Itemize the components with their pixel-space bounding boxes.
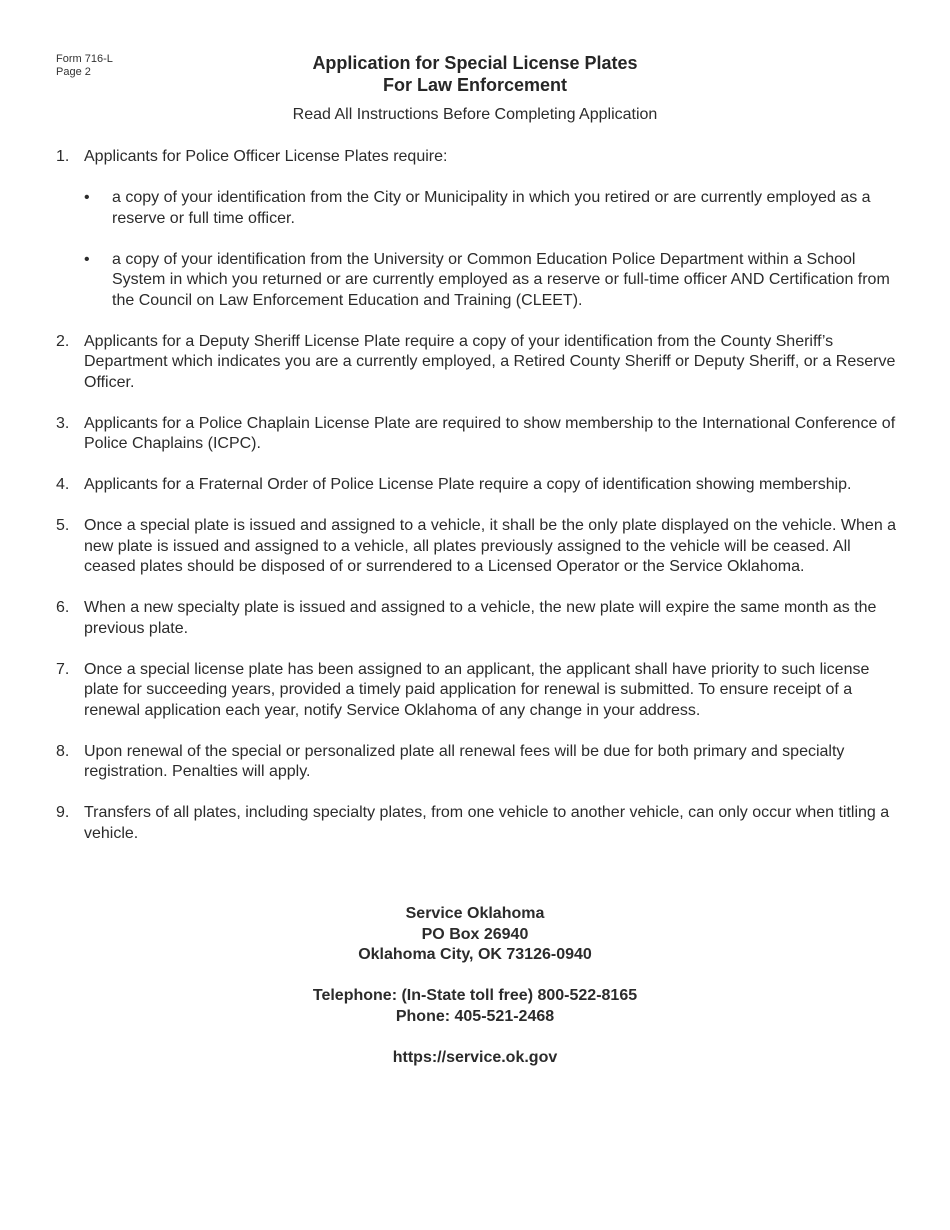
item-text: Applicants for Police Officer License Plates require: <box>84 148 448 165</box>
bullet-icon: • <box>84 250 90 268</box>
item-text: When a new specialty plate is issued and assigned to a vehicle, the new plate will expire the same month as the previous plate. <box>84 599 877 637</box>
contact-website: https://service.ok.gov <box>392 1048 558 1066</box>
instruction-item <box>56 660 901 722</box>
item-number: 9. <box>56 804 70 821</box>
instruction-item <box>56 475 901 496</box>
bullet-text: a copy of your identification from the University or Common Education Police Department within a School System in which you returned or are currently employed as a reserve or full-time officer AND Certification from the Council on Law Enforcement Education and Training (CLEET). <box>112 250 890 309</box>
bullet-icon: • <box>84 189 90 206</box>
contact-phone: Phone: 405-521-2468 <box>395 1007 555 1025</box>
bullet-item <box>84 250 901 312</box>
item-number: 7. <box>56 660 70 678</box>
item-text: Once a special plate is issued and assigned to a vehicle, it shall be the only plate displayed on the vehicle. When a new plate is issued and assigned to a vehicle, all plates previously assigned to the vehicle will be ceased. All ceased plates should be disposed of or surrendered to a Licensed Operator or the Service Oklahoma. <box>84 517 897 575</box>
contact-org: Service Oklahoma <box>405 905 545 922</box>
contact-city: Oklahoma City, OK 73126-0940 <box>358 946 592 963</box>
item-text: Applicants for a Fraternal Order of Police License Plate require a copy of identification showing membership. <box>84 476 852 493</box>
item-number: 1. <box>56 148 70 165</box>
item-number: 5. <box>56 517 70 534</box>
contact-po-box: PO Box 26940 <box>421 925 529 943</box>
instruction-item <box>56 147 901 311</box>
bullet-text: a copy of your identification from the City or Municipality in which you retired or are currently employed as a reserve or full time officer. <box>112 189 871 227</box>
item-text: Once a special license plate has been assigned to an applicant, the applicant shall have priority to such license plate for succeeding years, provided a timely paid application for renewal is submitted. To ensure receipt of a renewal application each year, notify Service Oklahoma of any change in your address. <box>84 660 870 719</box>
title-line-2: For Law Enforcement <box>382 75 568 95</box>
instruction-item <box>56 332 901 394</box>
instruction-item <box>56 414 901 455</box>
item-number: 6. <box>56 599 70 616</box>
form-number: Form 716-L <box>56 53 113 65</box>
instructions-list <box>56 147 901 865</box>
instruction-item <box>56 742 901 783</box>
page-number: Page 2 <box>56 66 91 78</box>
document-header <box>0 52 950 125</box>
page-subtitle: Read All Instructions Before Completing Application <box>292 106 658 123</box>
item-text: Applicants for a Deputy Sheriff License Plate require a copy of your identification from the County Sheriff’s Department which indicates you are a currently employed, a Retired County Sheriff or Deputy Sheriff, or a Reserve Officer. <box>84 332 896 391</box>
item-number: 3. <box>56 414 70 432</box>
item-text: Upon renewal of the special or personalized plate all renewal fees will be due for both primary and specialty registration. Penalties will apply. <box>84 742 845 780</box>
bullet-list <box>84 188 901 311</box>
item-text: Transfers of all plates, including specialty plates, from one vehicle to another vehicle, can only occur when titling a vehicle. <box>84 804 890 842</box>
item-number: 2. <box>56 332 70 350</box>
item-number: 4. <box>56 476 70 493</box>
contact-block <box>0 904 950 1068</box>
title-line-1: Application for Special License Plates <box>312 53 638 73</box>
page-title <box>0 52 950 96</box>
bullet-item <box>84 188 901 229</box>
instruction-item <box>56 803 901 844</box>
instruction-item <box>56 516 901 578</box>
item-text: Applicants for a Police Chaplain License Plate are required to show membership to the International Conference of Police Chaplains (ICPC). <box>84 414 896 452</box>
instruction-item <box>56 598 901 639</box>
item-number: 8. <box>56 742 70 760</box>
contact-telephone: Telephone: (In-State toll free) 800-522-8165 <box>312 987 638 1004</box>
